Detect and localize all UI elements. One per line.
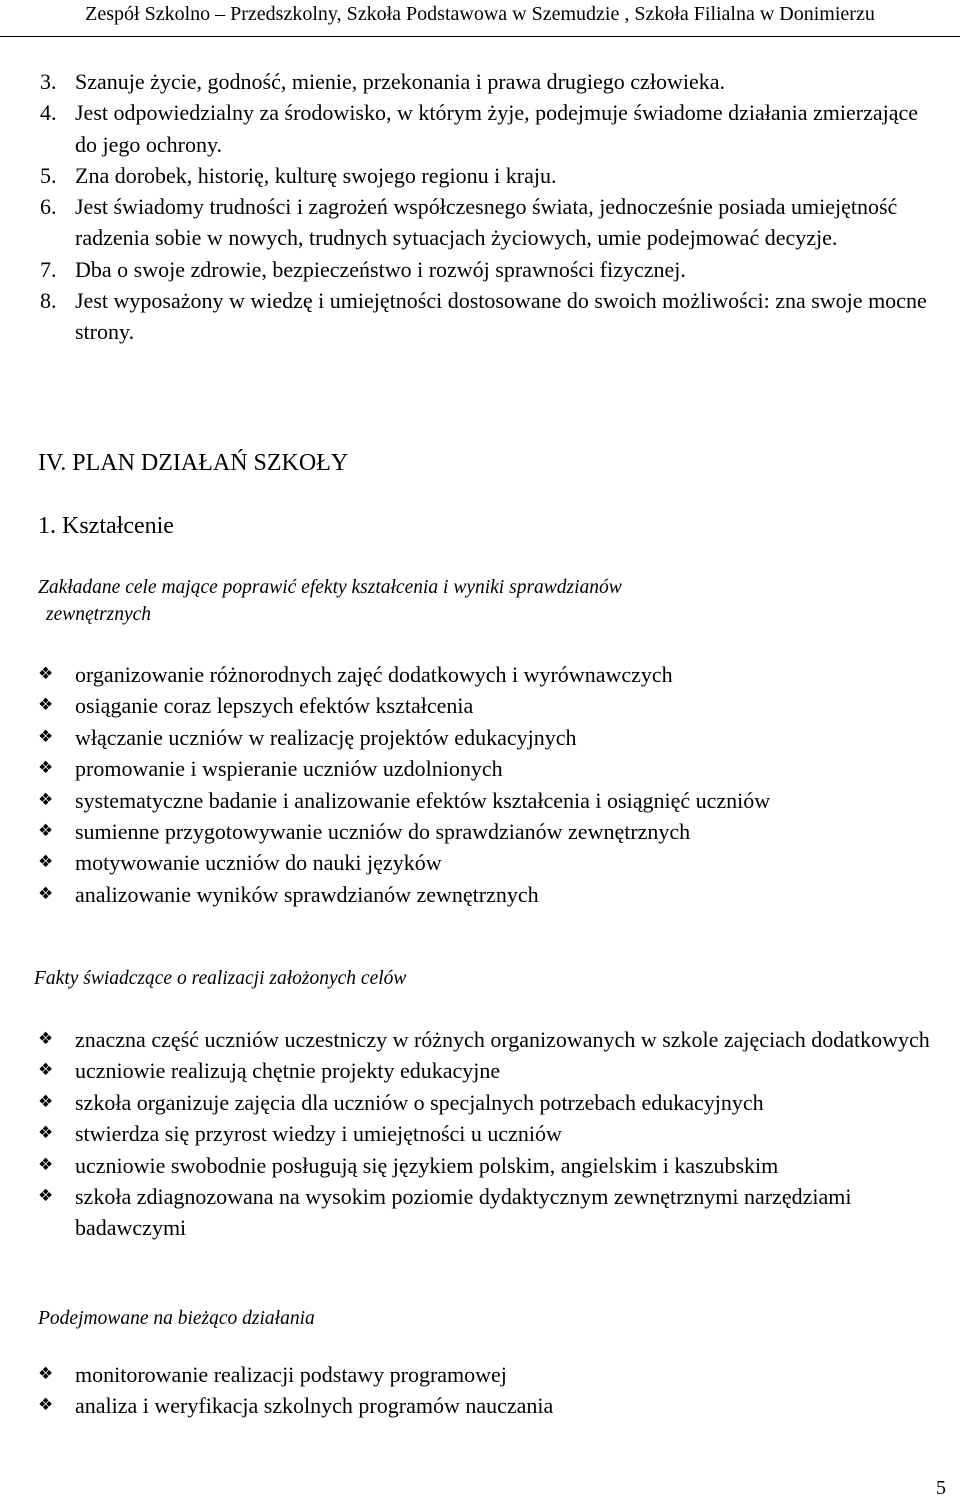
item-text: Jest wyposażony w wiedzę i umiejętności dostosowane do swoich możliwości: zna swoje mocne strony. [75, 288, 927, 345]
item-text: sumienne przygotowywanie uczniów do sprawdzianów zewnętrznych [75, 819, 691, 845]
header-divider [0, 36, 960, 37]
list-item [38, 722, 953, 753]
goals-heading [38, 574, 918, 628]
list-item [40, 191, 945, 254]
item-text: szkoła organizuje zajęcia dla uczniów o specjalnych potrzebach edukacyjnych [75, 1089, 764, 1115]
item-text: organizowanie różnorodnych zajęć dodatkowych i wyrównawczych [75, 662, 673, 687]
subsection-title: 1. Kształcenie [38, 513, 174, 539]
list-item [38, 1359, 953, 1390]
list-item [38, 879, 953, 910]
item-text: włączanie uczniów w realizację projektów edukacyjnych [75, 724, 577, 750]
list-item [38, 816, 953, 847]
item-text: stwierdza się przyrost wiedzy i umiejętności u uczniów [75, 1121, 562, 1147]
item-text: analiza i weryfikacja szkolnych programów nauczania [75, 1393, 554, 1419]
item-text: osiąganie coraz lepszych efektów kształcenia [75, 693, 474, 719]
list-item [40, 160, 945, 191]
list-item [40, 254, 945, 285]
item-number: 3. [40, 69, 57, 94]
four-diamond-bullet-icon: ❖ [38, 1395, 54, 1416]
list-item [38, 1087, 953, 1118]
four-diamond-bullet-icon: ❖ [38, 852, 54, 873]
four-diamond-bullet-icon: ❖ [38, 664, 54, 684]
goals-heading-line1: Zakładane cele mające poprawić efekty kształcenia i wyniki sprawdzianów [38, 577, 622, 598]
item-number: 6. [40, 194, 57, 220]
four-diamond-bullet-icon: ❖ [38, 726, 54, 747]
four-diamond-bullet-icon: ❖ [38, 1364, 54, 1384]
goals-heading-line2: zewnętrznych [46, 604, 152, 625]
numbered-list [40, 66, 945, 348]
four-diamond-bullet-icon: ❖ [38, 1154, 54, 1175]
item-text: promowanie i wspieranie uczniów uzdolnionych [75, 756, 503, 782]
list-item [38, 659, 953, 690]
four-diamond-bullet-icon: ❖ [38, 1091, 54, 1112]
list-item [38, 1181, 953, 1244]
list-item [38, 1150, 953, 1181]
actions-heading: Podejmowane na bieżąco działania [38, 1308, 315, 1329]
list-item [40, 66, 945, 97]
list-item [38, 1055, 953, 1086]
list-item [38, 690, 953, 721]
facts-heading: Fakty świadczące o realizacji założonych celów [34, 968, 407, 989]
four-diamond-bullet-icon: ❖ [38, 1060, 54, 1081]
item-text: uczniowie swobodnie posługują się językiem polskim, angielskim i kaszubskim [75, 1152, 779, 1178]
item-text: analizowanie wyników sprawdzianów zewnętrznych [75, 881, 539, 907]
list-item [38, 847, 953, 878]
list-item [38, 753, 953, 784]
facts-list [38, 1024, 953, 1244]
four-diamond-bullet-icon: ❖ [38, 1186, 54, 1207]
list-item [38, 1118, 953, 1149]
four-diamond-bullet-icon: ❖ [38, 1123, 54, 1144]
item-text: systematyczne badanie i analizowanie efektów kształcenia i osiągnięć uczniów [75, 787, 771, 813]
item-number: 8. [40, 288, 57, 314]
list-item [38, 785, 953, 816]
four-diamond-bullet-icon: ❖ [38, 1029, 54, 1049]
list-item [40, 97, 945, 160]
page-number: 5 [936, 1477, 946, 1499]
four-diamond-bullet-icon: ❖ [38, 695, 54, 716]
four-diamond-bullet-icon: ❖ [38, 821, 54, 842]
item-number: 7. [40, 256, 57, 282]
item-text: motywowanie uczniów do nauki języków [75, 850, 442, 876]
list-item [40, 285, 945, 348]
list-item [38, 1024, 953, 1055]
four-diamond-bullet-icon: ❖ [38, 758, 54, 779]
item-text: znaczna część uczniów uczestniczy w różnych organizowanych w szkole zajęciach dodatkowych [75, 1027, 930, 1052]
item-text: Szanuje życie, godność, mienie, przekonania i prawa drugiego człowieka. [75, 69, 725, 94]
goals-list [38, 659, 953, 910]
item-text: Jest odpowiedzialny za środowisko, w którym żyje, podejmuje świadome działania zmierzające do jego ochrony. [75, 100, 919, 157]
actions-list [38, 1359, 953, 1422]
list-item [38, 1390, 953, 1421]
page-header: Zespół Szkolno – Przedszkolny, Szkoła Podstawowa w Szemudzie , Szkoła Filialna w Donimierzu [85, 3, 875, 25]
item-text: szkoła zdiagnozowana na wysokim poziomie dydaktycznym zewnętrznymi narzędziami badawczymi [75, 1184, 852, 1241]
section-title: IV. PLAN DZIAŁAŃ SZKOŁY [38, 450, 349, 476]
item-text: uczniowie realizują chętnie projekty edukacyjne [75, 1058, 501, 1084]
item-text: Dba o swoje zdrowie, bezpieczeństwo i rozwój sprawności fizycznej. [75, 256, 686, 282]
item-number: 4. [40, 100, 57, 126]
four-diamond-bullet-icon: ❖ [38, 883, 54, 904]
item-text: Jest świadomy trudności i zagrożeń współczesnego świata, jednocześnie posiada umiejętność radzenia sobie w nowych, trudnych sytuacjach życiowych, umie podejmować decyzje. [75, 194, 898, 251]
four-diamond-bullet-icon: ❖ [38, 789, 54, 810]
item-text: monitorowanie realizacji podstawy programowej [75, 1362, 507, 1387]
item-text: Zna dorobek, historię, kulturę swojego regionu i kraju. [75, 162, 557, 188]
item-number: 5. [40, 162, 57, 188]
